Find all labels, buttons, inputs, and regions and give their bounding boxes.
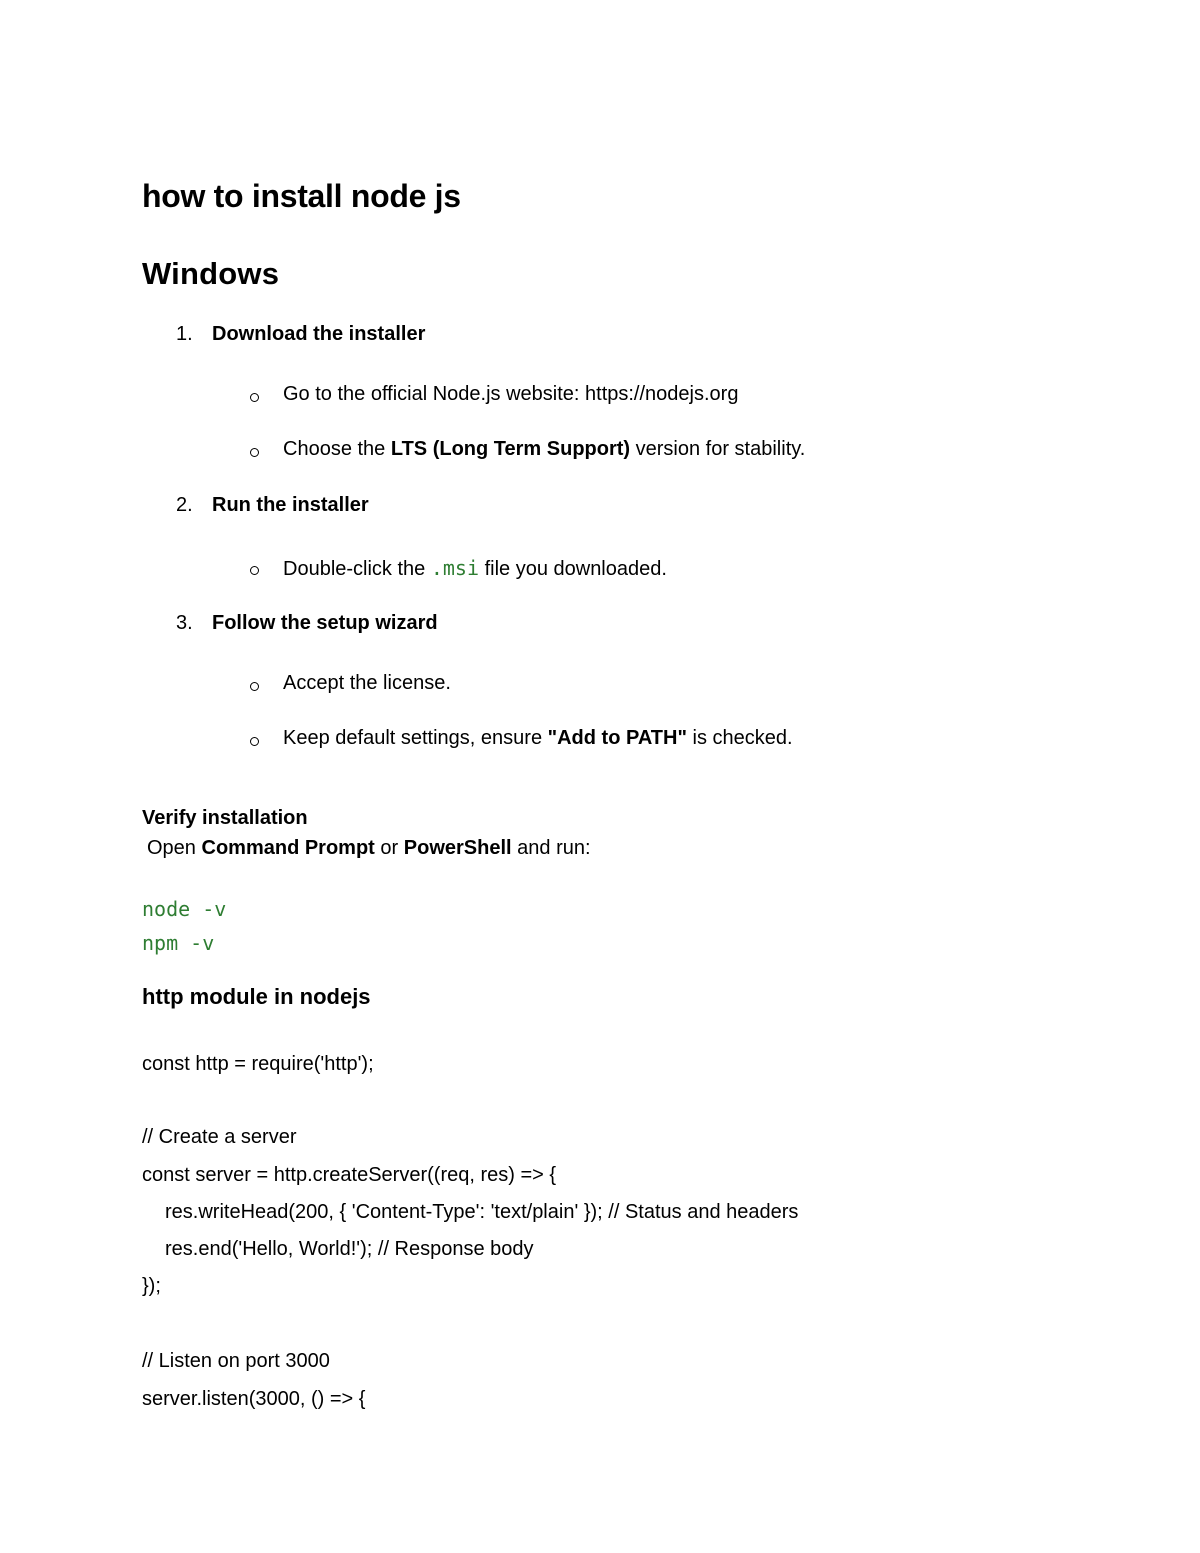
section-heading-windows: Windows <box>142 256 280 291</box>
step-number-1: 1. <box>176 323 193 345</box>
http-module-heading: http module in nodejs <box>142 984 371 1009</box>
bullet-double-click <box>283 556 667 581</box>
bullet-circle-icon <box>250 566 259 575</box>
bullet-add-to-path <box>283 727 793 750</box>
code-line: res.end('Hello, World!'); // Response body <box>165 1238 534 1260</box>
step-label-wizard: Follow the setup wizard <box>212 612 438 634</box>
bullet-choose-lts <box>283 438 805 461</box>
bullet-text-pre: Choose the <box>283 438 391 460</box>
bullet-circle-icon <box>250 393 259 402</box>
bullet-text-bold: LTS (Long Term Support) <box>390 438 631 460</box>
bullet-circle-icon <box>250 682 259 691</box>
bullet-official-website <box>283 383 738 406</box>
bullet-text-bold: "Add to PATH" <box>547 727 687 749</box>
code-line: const server = http.createServer((req, res) => { <box>142 1164 557 1186</box>
code-line: res.writeHead(200, { 'Content-Type': 'text/plain' }); // Status and headers <box>165 1201 799 1223</box>
bullet-text-post: is checked. <box>686 727 793 749</box>
bullet-text-pre: Double-click the <box>283 558 431 580</box>
bullet-text: Accept the license. <box>283 672 451 694</box>
bullet-accept-license <box>283 672 451 695</box>
code-line: const http = require('http'); <box>142 1053 374 1075</box>
inline-code-msi: .msi <box>430 556 480 580</box>
bullet-text-pre: Keep default settings, ensure <box>283 727 548 749</box>
step-label-run: Run the installer <box>212 494 369 516</box>
code-line: server.listen(3000, () => { <box>142 1388 366 1410</box>
bullet-text-post: version for stability. <box>630 438 806 460</box>
bullet-circle-icon <box>250 737 259 746</box>
step-label-download: Download the installer <box>212 323 426 345</box>
bullet-circle-icon <box>250 448 259 457</box>
step-number-2: 2. <box>176 494 193 516</box>
document-title: how to install node js <box>142 178 461 214</box>
code-line: // Listen on port 3000 <box>142 1350 330 1372</box>
command-node-version: node -v <box>142 897 227 921</box>
command-npm-version: npm -v <box>142 931 215 955</box>
bullet-text-post: file you downloaded. <box>479 558 667 580</box>
code-line: // Create a server <box>142 1126 297 1148</box>
step-number-3: 3. <box>176 612 193 634</box>
verify-instruction: Open Command Prompt or PowerShell and run: <box>147 837 591 859</box>
code-line: }); <box>142 1275 161 1297</box>
bullet-text: Go to the official Node.js website: https://nodejs.org <box>283 383 739 405</box>
verify-heading: Verify installation <box>142 807 308 829</box>
